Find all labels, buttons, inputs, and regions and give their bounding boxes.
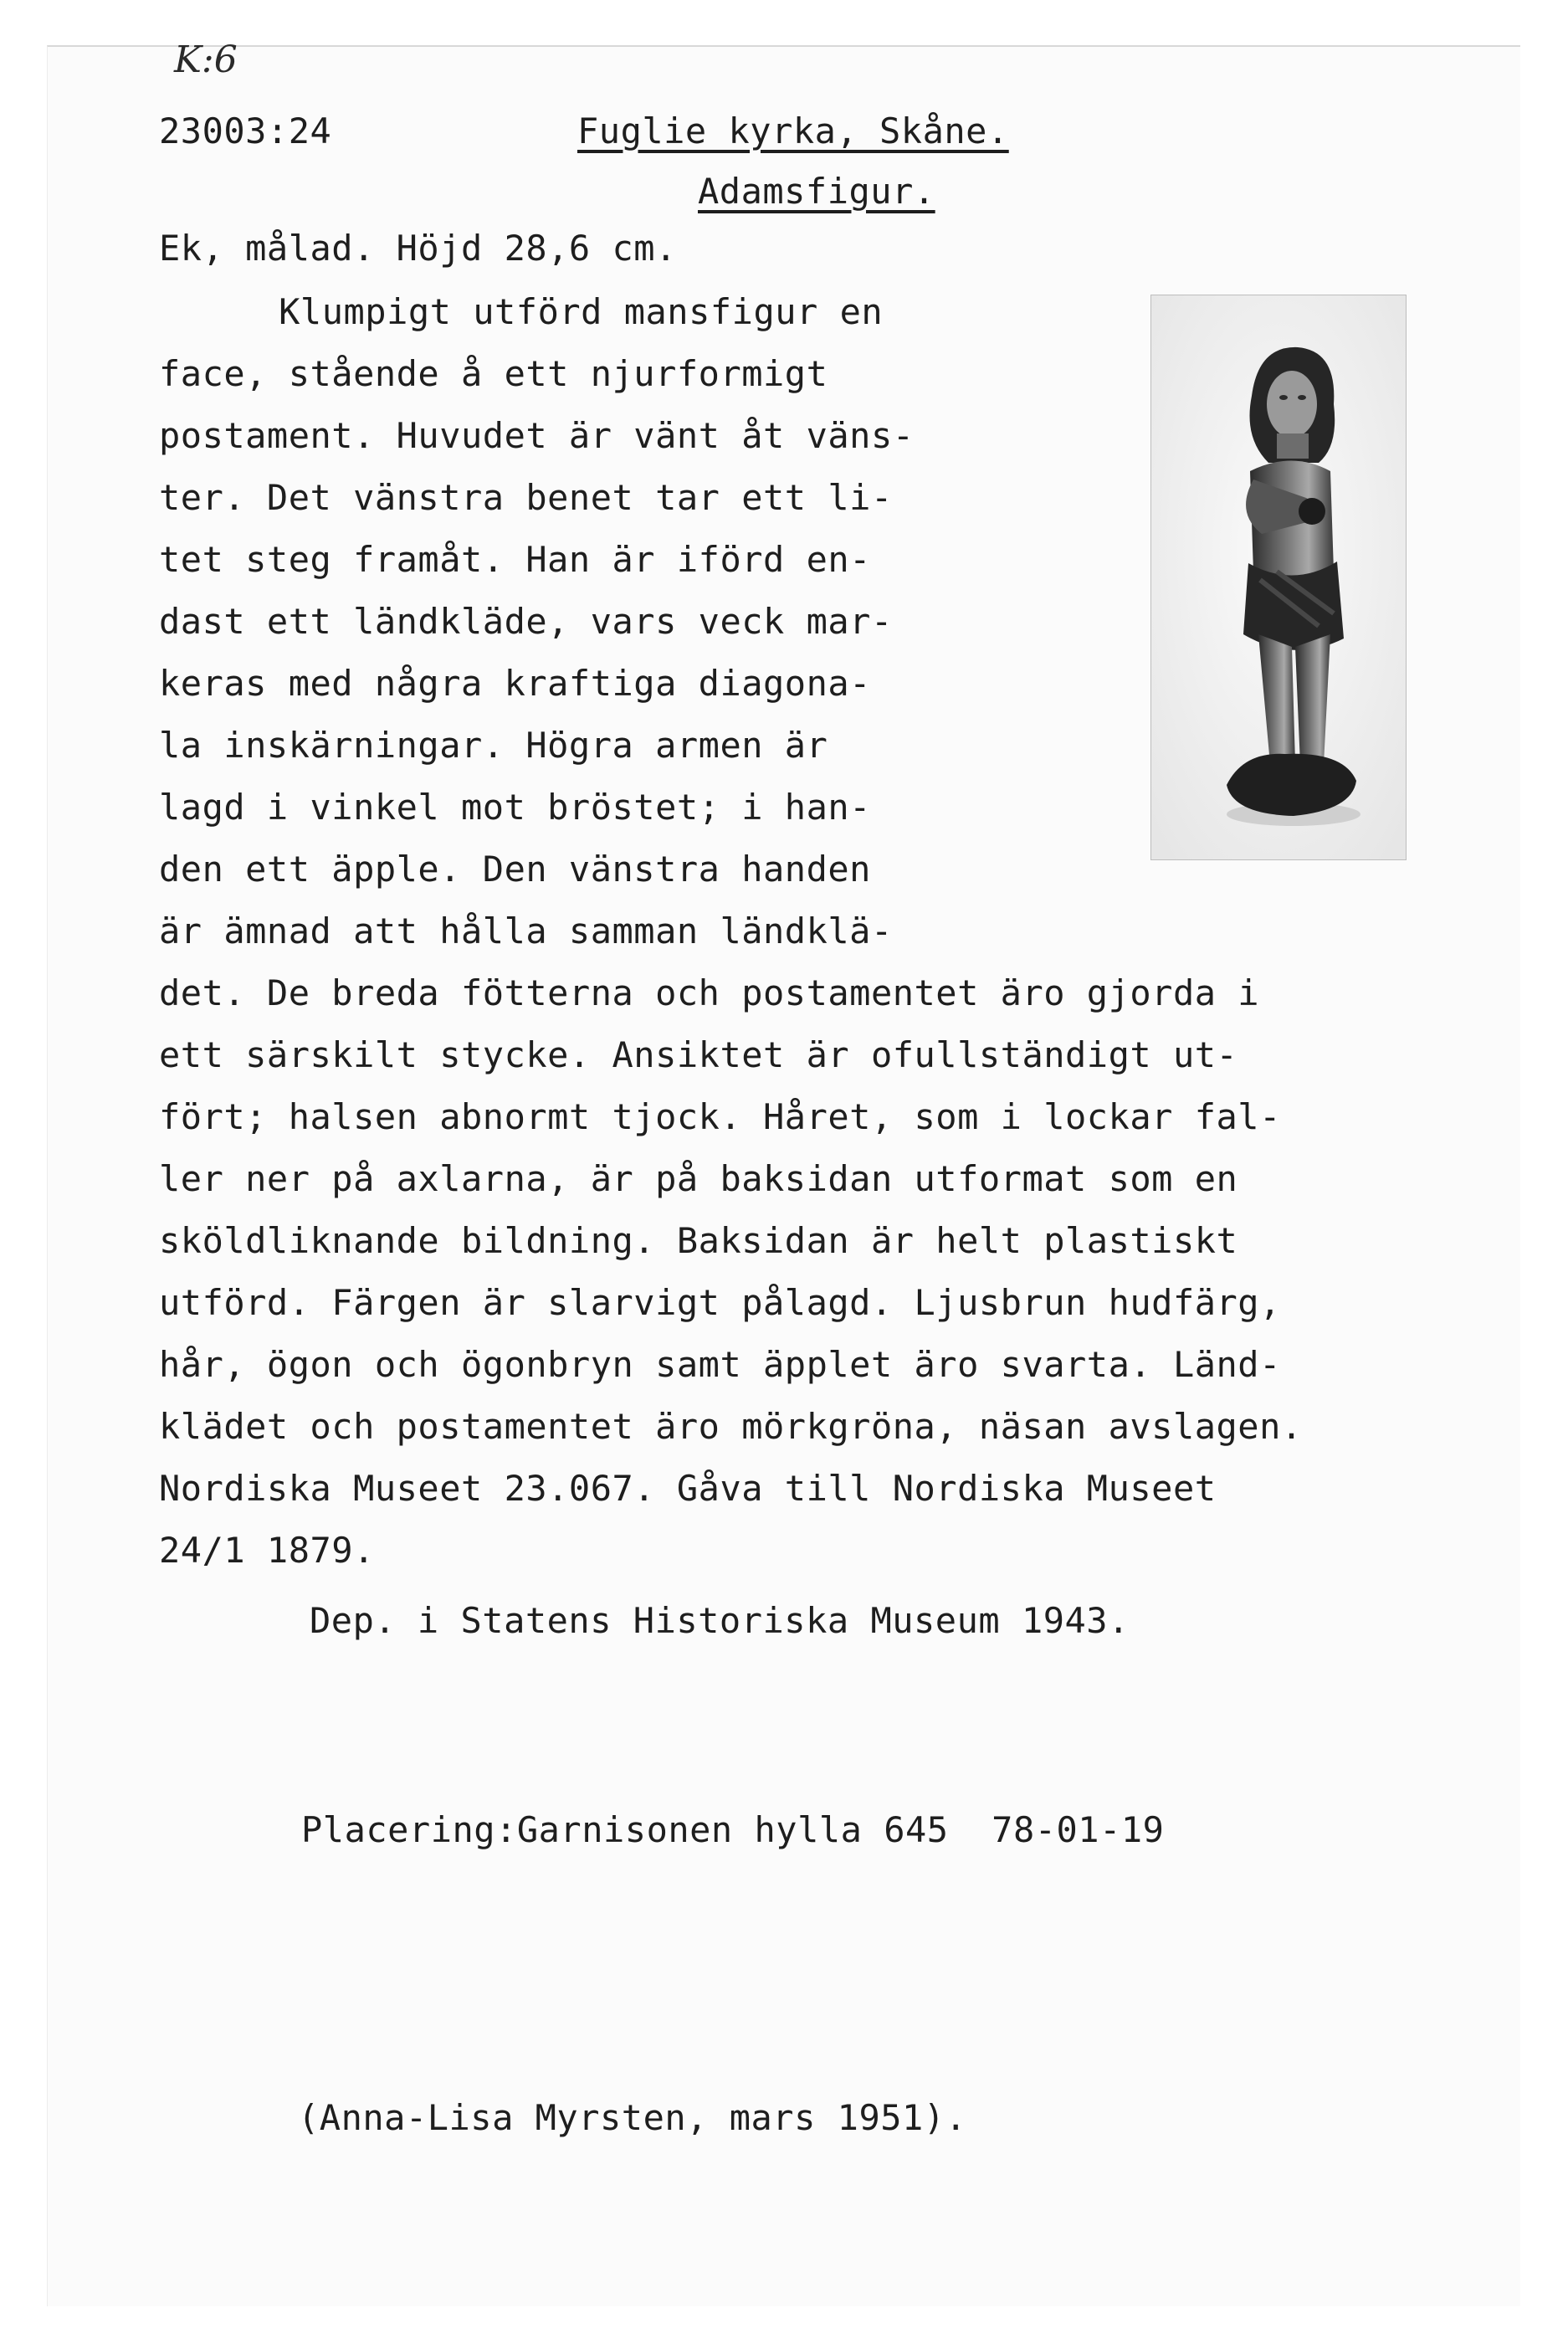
description-line: face, stående å ett njurformigt xyxy=(159,353,828,394)
description-line: hår, ögon och ögonbryn samt äpplet äro svarta. Länd- xyxy=(159,1344,1281,1385)
description-line: lagd i vinkel mot bröstet; i han- xyxy=(159,787,871,828)
description-line: dast ett ländkläde, vars veck mar- xyxy=(159,601,893,642)
handwritten-mark: K:6 xyxy=(174,38,238,81)
object-title: Adamsfigur. xyxy=(698,171,935,212)
description-line: fört; halsen abnormt tjock. Håret, som i lockar fal- xyxy=(159,1096,1281,1137)
description-line: Nordiska Museet 23.067. Gåva till Nordiska Museet xyxy=(159,1468,1217,1509)
description-line: keras med några kraftiga diagona- xyxy=(159,663,871,704)
description-line: den ett äpple. Den vänstra handen xyxy=(159,849,871,890)
figure-illustration xyxy=(1151,295,1406,859)
description-line: ett särskilt stycke. Ansiktet är ofullständigt ut- xyxy=(159,1034,1238,1075)
placement-line: Placering:Garnisonen hylla 645 78-01-19 xyxy=(301,1809,1165,1850)
description-line: ler ner på axlarna, är på baksidan utformat som en xyxy=(159,1158,1238,1199)
description-line: utförd. Färgen är slarvigt pålagd. Ljusbrun hudfärg, xyxy=(159,1282,1281,1323)
description-line: sköldliknande bildning. Baksidan är helt plastiskt xyxy=(159,1220,1238,1261)
catalog-number: 23003:24 xyxy=(159,110,332,151)
wooden-adam-figure-photo xyxy=(1150,295,1407,860)
description-line: tet steg framåt. Han är iförd en- xyxy=(159,539,871,580)
description-line: Klumpigt utförd mansfigur en xyxy=(192,291,884,332)
description-line: klädet och postamentet äro mörkgröna, näsan avslagen. xyxy=(159,1406,1303,1447)
deposit-line: Dep. i Statens Historiska Museum 1943. xyxy=(310,1600,1130,1641)
description-line: la inskärningar. Högra armen är xyxy=(159,725,828,766)
description-line: ter. Det vänstra benet tar ett li- xyxy=(159,477,893,518)
church-location: Fuglie kyrka, Skåne. xyxy=(577,110,1009,151)
description-line: 24/1 1879. xyxy=(159,1530,375,1571)
description-line: är ämnad att hålla samman ländklä- xyxy=(159,910,893,951)
description-line: det. De breda fötterna och postamentet äro gjorda i xyxy=(159,972,1260,1013)
material-line: Ek, målad. Höjd 28,6 cm. xyxy=(159,228,677,269)
description-line: postament. Huvudet är vänt åt väns- xyxy=(159,415,915,456)
author-line: (Anna-Lisa Myrsten, mars 1951). xyxy=(298,2097,967,2138)
